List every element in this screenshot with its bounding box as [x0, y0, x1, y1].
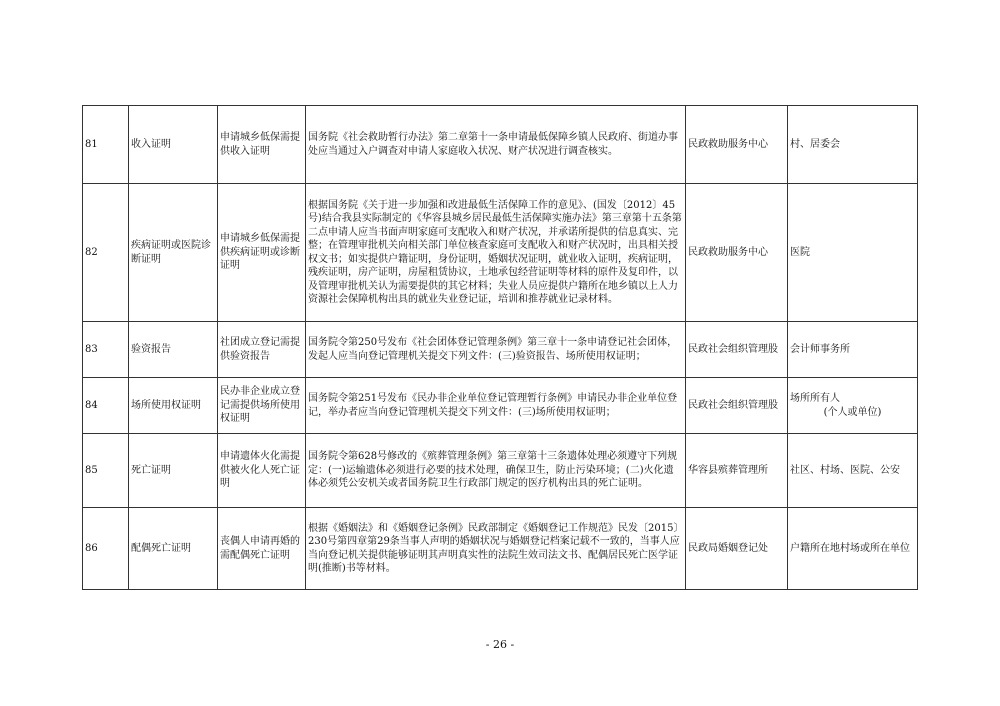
cell-no: 81: [83, 106, 129, 184]
cell-no: 85: [83, 434, 129, 508]
list-table: [82, 105, 918, 590]
cell-issuer: 会计师事务所: [788, 322, 918, 378]
cell-dept: 华容县殡葬管理所: [686, 434, 788, 508]
cell-dept: 民政救助服务中心: [686, 184, 788, 322]
table-row: [83, 184, 918, 322]
cell-basis: 国务院令第628号修改的《殡葬管理条例》第三章第十三条遗体处理必须遵守下列规定：(一)运输遗体必须进行必要的技术处理，确保卫生，防止污染环境；(二)火化遗体必须凭公安机关或者国务院卫生行政部门规定的医疗机构出具的死亡证明。: [306, 434, 686, 508]
cell-name: 配偶死亡证明: [129, 508, 218, 590]
table-row: [83, 378, 918, 434]
cell-name: 收入证明: [129, 106, 218, 184]
cell-basis: 国务院令第251号发布《民办非企业单位登记管理暂行条例》申请民办非企业单位登记，举办者应当向登记管理机关提交下列文件：(三)场所使用权证明；: [306, 378, 686, 434]
cell-issuer: [788, 378, 918, 434]
cell-dept: 民政社会组织管理股: [686, 378, 788, 434]
cell-issuer: 社区、村场、医院、公安: [788, 434, 918, 508]
cell-no: 84: [83, 378, 129, 434]
cell-scenario: 申请城乡低保需提供收入证明: [218, 106, 306, 184]
cell-name: 场所使用权证明: [129, 378, 218, 434]
cell-issuer: 户籍所在地村场或所在单位: [788, 508, 918, 590]
cell-no: 83: [83, 322, 129, 378]
cell-no: 86: [83, 508, 129, 590]
cell-scenario: 申请城乡低保需提供疾病证明或诊断证明: [218, 184, 306, 322]
cell-basis: 国务院令第250号发布《社会团体登记管理条例》第三章十一条申请登记社会团体，发起人应当向登记管理机关提交下列文件：(三)验资报告、场所使用权证明；: [306, 322, 686, 378]
cell-dept: 民政局婚姻登记处: [686, 508, 788, 590]
cell-basis: 国务院《社会救助暂行办法》第二章第十一条申请最低保障乡镇人民政府、街道办事处应当通过入户调查对申请人家庭收入状况、财产状况进行调查核实。: [306, 106, 686, 184]
table-row: [83, 434, 918, 508]
cell-no: 82: [83, 184, 129, 322]
cell-issuer: 村、居委会: [788, 106, 918, 184]
cell-name: 疾病证明或医院诊断证明: [129, 184, 218, 322]
cell-scenario: 社团成立登记需提供验资报告: [218, 322, 306, 378]
cell-dept: 民政救助服务中心: [686, 106, 788, 184]
cell-basis: 根据《婚姻法》和《婚姻登记条例》民政部制定《婚姻登记工作规范》民发〔2015〕230号第四章第29条当事人声明的婚姻状况与婚姻登记档案记载不一致的，当事人应当向登记机关提供能够证明其声明真实性的法院生效司法文书、配偶居民死亡医学证明(推断)书等材料。: [306, 508, 686, 590]
cell-name: 验资报告: [129, 322, 218, 378]
table-row: [83, 508, 918, 590]
table-row: [83, 322, 918, 378]
cell-scenario: 丧偶人申请再婚的需配偶死亡证明: [218, 508, 306, 590]
cell-scenario: 申请遗体火化需提供被火化人死亡证明: [218, 434, 306, 508]
cell-dept: 民政社会组织管理股: [686, 322, 788, 378]
issuer-sub: (个人或单位): [823, 406, 882, 418]
table-row: [83, 106, 918, 184]
cell-scenario: 民办非企业成立登记需提供场所使用权证明: [218, 378, 306, 434]
cell-issuer: 医院: [788, 184, 918, 322]
cell-name: 死亡证明: [129, 434, 218, 508]
page-number: - 26 -: [485, 638, 515, 651]
cell-basis: 根据国务院《关于进一步加强和改进最低生活保障工作的意见》、(国发〔2012〕45号)结合我县实际制定的《华容县城乡居民最低生活保障实施办法》第三章第十五条第二点申请人应当书面声明家庭可支配收入和财产状况，并承诺所提供的信息真实、完整；在管理审批机关向相关部门单位核查家庭可支配收入和财产状况时，出具相关授权文书；如实提供户籍证明，身份证明，婚姻状况证明，就业收入证明，疾病证明，残疾证明，房产证明，房屋租赁协议，土地承包经营证明等材料的原件及复印件，以及管理审批机关认为需要提供的其它材料；失业人员应提供户籍所在地乡镇以上人力资源社会保障机构出具的就业失业登记证，培训和推荐就业记录材料。: [306, 184, 686, 322]
issuer-main: 场所所有人: [790, 393, 840, 404]
